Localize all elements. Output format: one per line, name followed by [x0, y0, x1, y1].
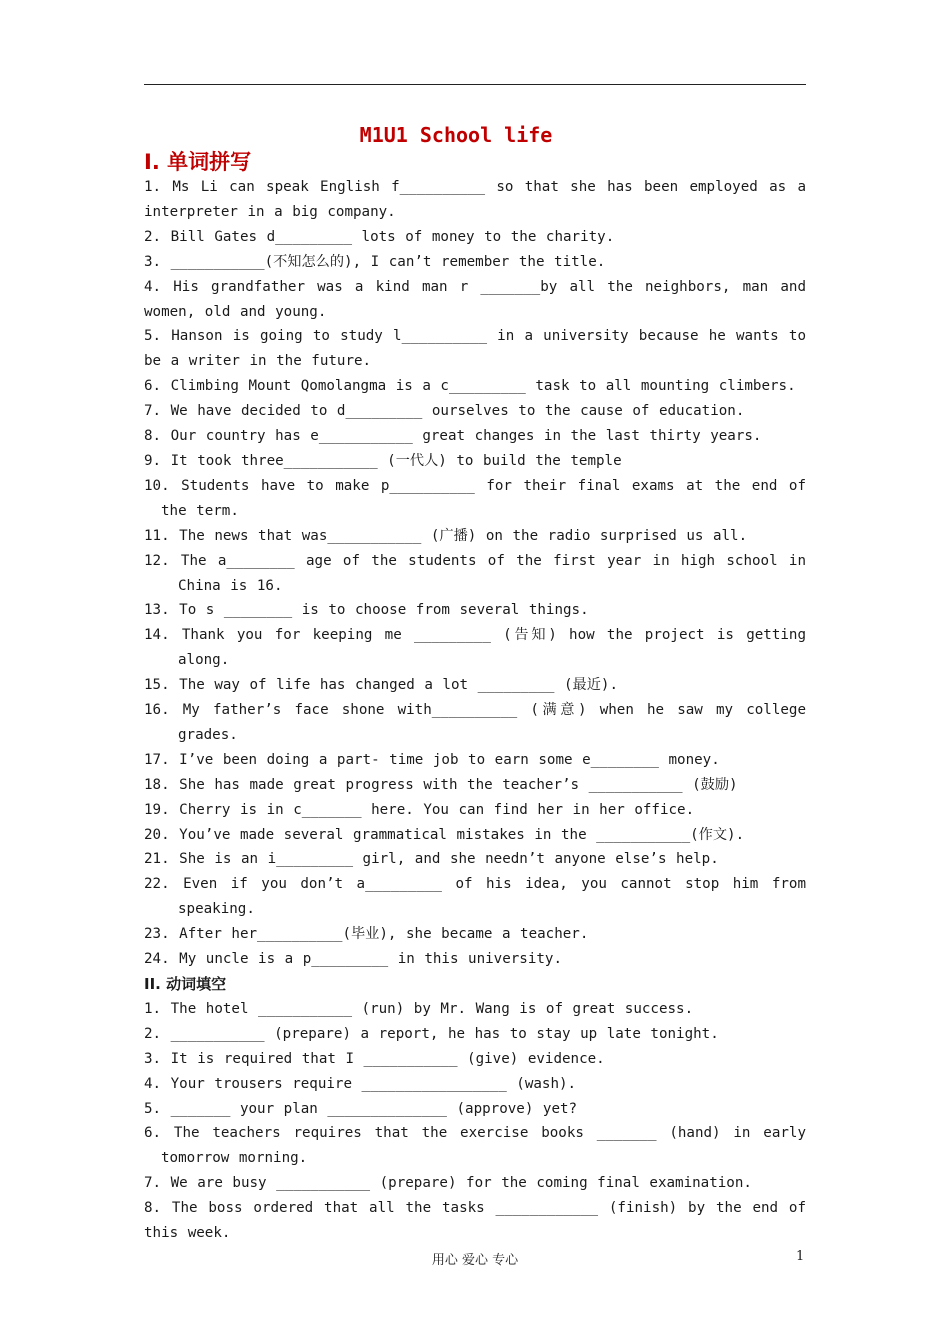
spelling-item-23: 23. After her__________(毕业), she became a teacher.	[144, 926, 589, 943]
spelling-item-22: 22. Even if you don’t a_________ of his idea, you cannot stop him from speaking.	[144, 876, 806, 918]
section-heading-verb-fill: II. 动词填空	[144, 975, 227, 993]
spelling-item-15: 15. The way of life has changed a lot _________ (最近).	[144, 677, 618, 694]
spelling-item-7: 7. We have decided to d_________ ourselves to the cause of education.	[144, 403, 745, 420]
spelling-item-13: 13. To s ________ is to choose from several things.	[144, 602, 589, 619]
spelling-item-8: 8. Our country has e___________ great changes in the last thirty years.	[144, 428, 762, 445]
page-number: 1	[796, 1249, 805, 1264]
exercise-list	[144, 175, 806, 1246]
spelling-item-16: 16. My father’s face shone with__________ (满意) when he saw my college grades.	[144, 702, 806, 743]
verb-item-7: 7. We are busy ___________ (prepare) for the coming final examination.	[144, 1175, 752, 1192]
verb-item-1: 1. The hotel ___________ (run) by Mr. Wang is of great success.	[144, 1000, 694, 1017]
top-rule	[144, 84, 806, 85]
spelling-item-19: 19. Cherry is in c_______ here. You can find her in her office.	[144, 801, 695, 818]
spelling-item-18: 18. She has made great progress with the teacher’s ___________ (鼓励)	[144, 776, 738, 793]
spelling-item-21: 21. She is an i_________ girl, and she needn’t anyone else’s help.	[144, 851, 719, 868]
spelling-item-3: 3. ___________(不知怎么的), I can’t remember the title.	[144, 253, 606, 270]
spelling-item-14: 14. Thank you for keeping me _________ (告知) how the project is getting along.	[144, 627, 806, 669]
spelling-item-5: 5. Hanson is going to study l__________ in a university because he wants to be a writer in the future.	[144, 328, 806, 370]
verb-item-8: 8. The boss ordered that all the tasks ____________ (finish) by the end of this week.	[144, 1200, 806, 1242]
footer-text: 用心 爱心 专心	[431, 1253, 519, 1268]
verb-item-3: 3. It is required that I ___________ (give) evidence.	[144, 1050, 605, 1067]
spelling-item-20: 20. You’ve made several grammatical mistakes in the ___________(作文).	[144, 826, 745, 843]
verb-item-5: 5. _______ your plan ______________ (approve) yet?	[144, 1100, 578, 1117]
spelling-item-6: 6. Climbing Mount Qomolangma is a c_________ task to all mounting climbers.	[144, 378, 796, 395]
spelling-item-10: 10. Students have to make p__________ for their final exams at the end of the term.	[144, 477, 806, 519]
verb-item-6: 6. The teachers requires that the exercise books _______ (hand) in early tomorrow morning.	[144, 1125, 806, 1167]
spelling-item-2: 2. Bill Gates d_________ lots of money to the charity.	[144, 228, 615, 245]
verb-item-2: 2. ___________ (prepare) a report, he has to stay up late tonight.	[144, 1025, 719, 1042]
spelling-item-11: 11. The news that was___________ (广播) on the radio surprised us all.	[144, 527, 748, 544]
section-heading-spelling: I. 单词拼写	[144, 150, 252, 174]
document-title: M1U1 School life	[359, 123, 553, 147]
spelling-item-17: 17. I’ve been doing a part- time job to earn some e________ money.	[144, 751, 720, 768]
verb-item-4: 4. Your trousers require _________________ (wash).	[144, 1075, 577, 1092]
spelling-item-24: 24. My uncle is a p_________ in this university.	[144, 951, 562, 968]
spelling-item-9: 9. It took three___________ (一代人) to build the temple	[144, 452, 622, 469]
spelling-item-12: 12. The a________ age of the students of the first year in high school in China is 16.	[144, 552, 806, 594]
spelling-item-4: 4. His grandfather was a kind man r _______by all the neighbors, man and women, old and young.	[144, 278, 806, 320]
spelling-item-1: 1. Ms Li can speak English f__________ so that she has been employed as a interpreter in a big company.	[144, 179, 806, 220]
